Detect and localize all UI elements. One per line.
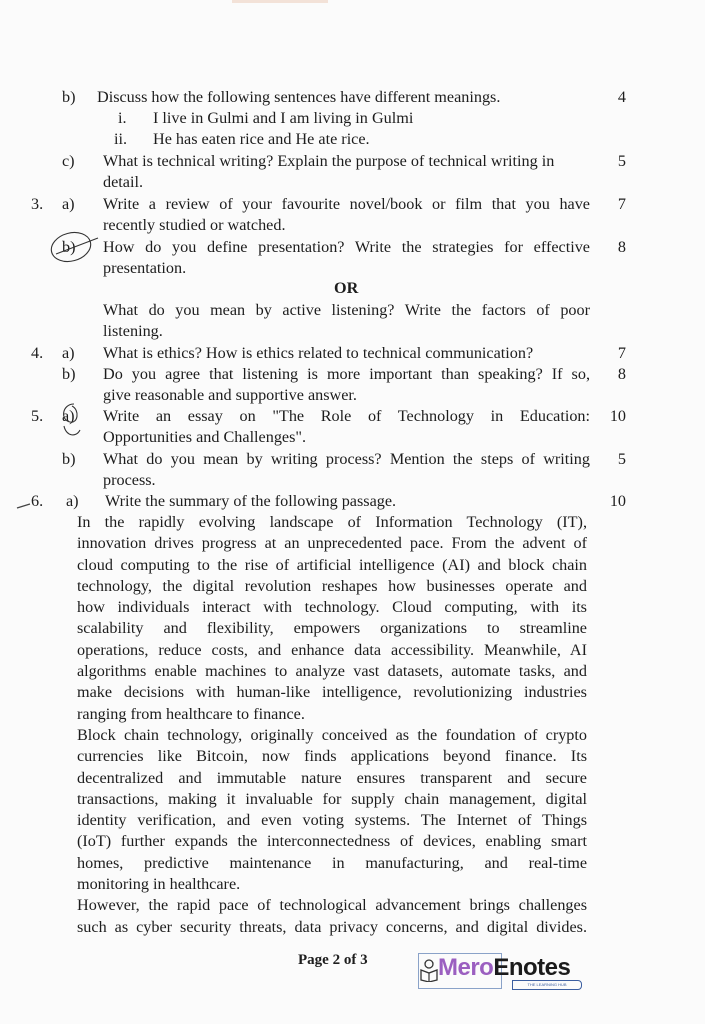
q4b-line-2: give reasonable and supportive answer. xyxy=(103,386,357,404)
q4b-marks: 8 xyxy=(617,365,626,383)
q5a-label: a) xyxy=(62,407,75,425)
q2b-item-1-text: I live in Gulmi and I am living in Gulmi xyxy=(153,109,414,127)
logo-wordmark xyxy=(438,954,570,982)
passage-line: (IoT) further expands the interconnectedness of devices, enabling smart xyxy=(77,832,587,851)
scan-smudge xyxy=(232,0,328,3)
meroenotes-logo xyxy=(418,950,588,992)
logo-enotes: Enotes xyxy=(493,954,571,981)
passage-line: operations, reduce costs, and enhance data accessibility. Meanwhile, AI xyxy=(77,640,587,659)
passage-line: However, the rapid pace of technological advancement brings challenges xyxy=(77,896,587,915)
passage-line: technology, the digital revolution reshapes how businesses operate and xyxy=(77,576,587,595)
q5a-line-1: Write an essay on "The Role of Technology in Education: xyxy=(103,407,590,425)
q4a-marks: 7 xyxy=(617,344,626,362)
q2c-marks: 5 xyxy=(617,152,626,170)
q6a-marks: 10 xyxy=(609,492,626,510)
q2c-label: c) xyxy=(62,152,75,170)
q2b-item-2-text: He has eaten rice and He ate rice. xyxy=(153,130,370,148)
q5b-line-2: process. xyxy=(103,471,156,489)
passage-line: cloud computing to the rise of artificial intelligence (AI) and block chain xyxy=(77,555,587,574)
passage-line: identity verification, and even voting systems. The Internet of Things xyxy=(77,811,587,830)
q3a-label: a) xyxy=(62,195,75,213)
q3a-marks: 7 xyxy=(617,195,626,213)
q6-passage xyxy=(77,512,587,938)
q3b-label: b) xyxy=(62,238,76,256)
handwritten-dash-mark-icon xyxy=(16,502,32,510)
passage-line: scalability and flexibility, empowers organizations to streamline xyxy=(77,619,587,638)
handwritten-circle-mark-icon xyxy=(46,228,102,268)
q5b-label: b) xyxy=(62,450,76,468)
passage-line: homes, predictive maintenance in manufacturing, and real-time xyxy=(77,853,587,872)
passage-line: decentralized and immutable nature ensures transparent and secure xyxy=(77,768,587,787)
passage-line: currencies like Bitcoin, now finds applications beyond finance. Its xyxy=(77,747,587,766)
passage-line: transactions, making it invaluable for supply chain management, digital xyxy=(77,789,587,808)
q2b-marks: 4 xyxy=(617,88,626,106)
q4b-label: b) xyxy=(62,365,76,383)
q5b-marks: 5 xyxy=(617,450,626,468)
q5b-line-1: What do you mean by writing process? Mention the steps of writing xyxy=(103,450,590,468)
passage-line: such as cyber security threats, data privacy concerns, and digital divides. xyxy=(77,917,587,936)
passage-line: monitoring in healthcare. xyxy=(77,875,241,894)
q3-alt-line-1: What do you mean by active listening? Write the factors of poor xyxy=(103,301,590,319)
q2b-item-2-num: ii. xyxy=(114,130,128,148)
q2c-line-2: detail. xyxy=(103,173,144,191)
or-divider: OR xyxy=(334,279,359,297)
q6a-text: Write the summary of the following passage. xyxy=(105,492,397,510)
passage-line: make decisions with human-like intelligence, revolutionizing industries xyxy=(77,683,587,702)
passage-line: ranging from healthcare to finance. xyxy=(77,704,305,723)
q3a-line-2: recently studied or watched. xyxy=(103,216,286,234)
q2c-line-1: What is technical writing? Explain the purpose of technical writing in xyxy=(103,152,555,170)
q3a-line-1: Write a review of your favourite novel/book or film that you have xyxy=(103,195,590,213)
q4-number: 4. xyxy=(31,344,44,362)
passage-line: In the rapidly evolving landscape of Information Technology (IT), xyxy=(77,513,587,531)
q3-number: 3. xyxy=(31,195,44,213)
q2b-text: Discuss how the following sentences have different meanings. xyxy=(97,88,501,106)
reading-person-icon xyxy=(420,958,438,982)
passage-line: innovation drives progress at an unprecedented pace. From the advent of xyxy=(77,534,587,553)
q6a-label: a) xyxy=(66,492,79,510)
q3b-line-2: presentation. xyxy=(103,259,187,277)
q3-alt-line-2: listening. xyxy=(103,322,163,340)
q5-number: 5. xyxy=(31,407,44,425)
q4b-line-1: Do you agree that listening is more important than speaking? If so, xyxy=(103,365,590,383)
q5a-line-2: Opportunities and Challenges". xyxy=(103,428,307,446)
passage-line: algorithms enable machines to analyze vast datasets, automate tasks, and xyxy=(77,662,587,681)
q4a-text: What is ethics? How is ethics related to technical communication? xyxy=(103,344,534,362)
q2b-label: b) xyxy=(62,88,76,106)
logo-mero: Mero xyxy=(438,954,494,981)
passage-line: Block chain technology, originally conceived as the foundation of crypto xyxy=(77,725,587,744)
logo-tagline: THE LEARNING HUB xyxy=(512,980,582,990)
q5a-marks: 10 xyxy=(609,407,626,425)
q4a-label: a) xyxy=(62,344,75,362)
q3b-line-1: How do you define presentation? Write the strategies for effective xyxy=(103,238,590,256)
q6-number: 6. xyxy=(31,492,44,510)
handwritten-circle-mark-icon xyxy=(56,398,86,444)
page-number: Page 2 of 3 xyxy=(298,952,368,968)
q2b-item-1-num: i. xyxy=(118,109,127,127)
q3b-marks: 8 xyxy=(617,238,626,256)
passage-line: how individuals interact with technology. Cloud computing, with its xyxy=(77,598,587,617)
